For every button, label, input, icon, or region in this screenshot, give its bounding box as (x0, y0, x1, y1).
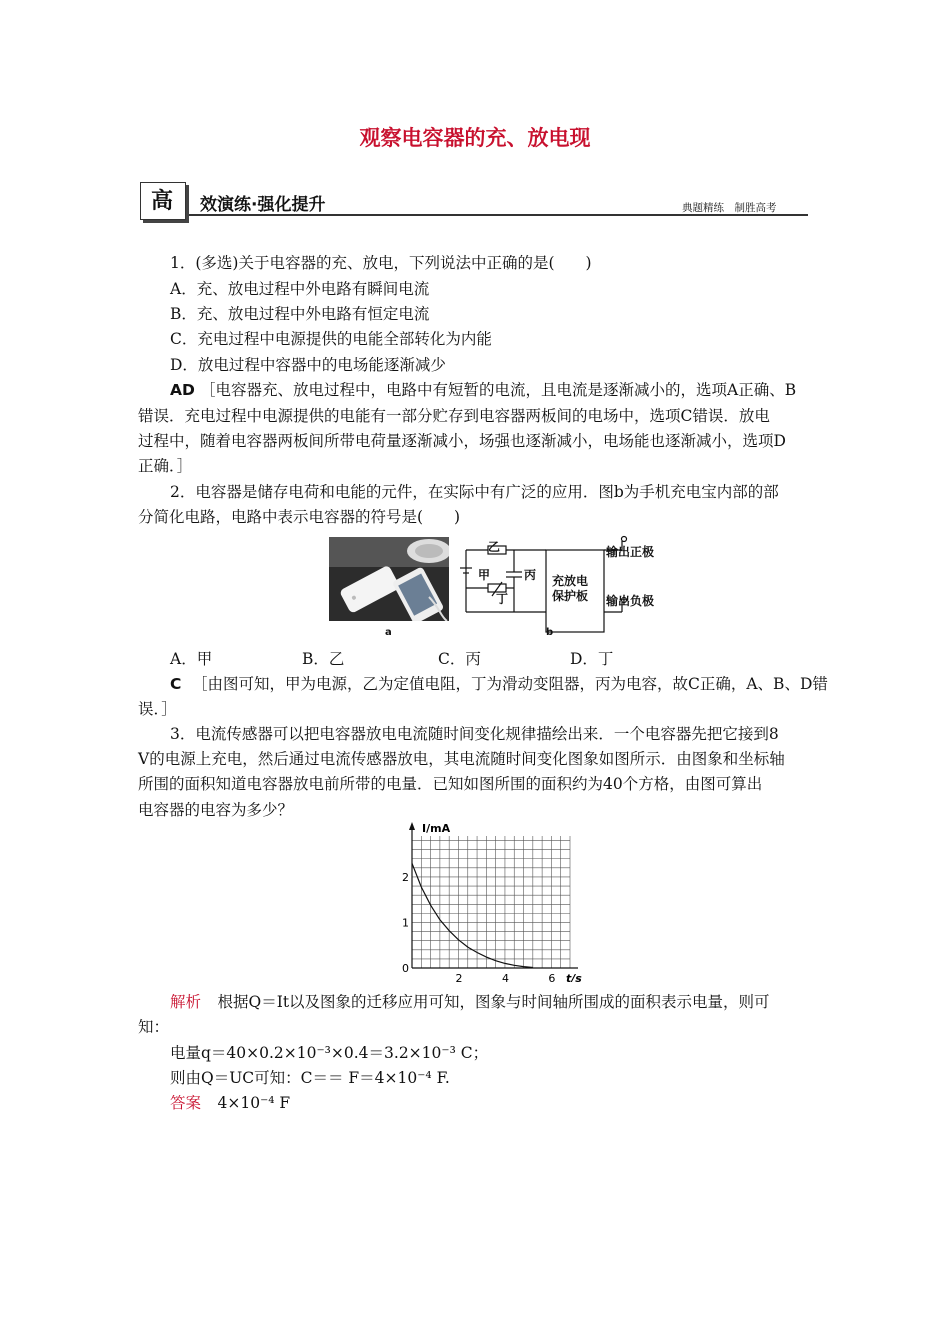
x-axis-label: t/s (566, 972, 582, 982)
q1-stem: 1．(多选)关于电容器的充、放电，下列说法中正确的是( ) (170, 254, 592, 272)
q1-explain-4: 正确．］ (138, 457, 193, 475)
discharge-curve (412, 863, 533, 967)
answer-label: 答案 (170, 1094, 202, 1112)
q1-option-d: D．放电过程中容器中的电场能逐渐减少 (170, 356, 446, 374)
x-tick-label: 2 (455, 972, 463, 982)
y-axis-arrow (409, 822, 415, 830)
y-tick-label: 0 (402, 962, 409, 975)
q1-option-b: B．充、放电过程中外电路有恒定电流 (170, 305, 430, 323)
page-title: 观察电容器的充、放电现 (359, 126, 591, 150)
q1-explain-1: ［电容器充、放电过程中，电路中有短暂的电流，且电流是逐渐减小的，选项A正确、B (200, 381, 797, 399)
q2-stem-1: 2．电容器是储存电荷和电能的元件，在实际中有广泛的应用．图b为手机充电宝内部的部 (170, 483, 779, 501)
board-label-2: 保护板 (552, 589, 589, 603)
q2-option-a: A．甲 (170, 650, 213, 668)
calc-line-2: 则由Q＝UC可知：C＝＝ F＝4×10⁻⁴ F. (170, 1069, 450, 1087)
board-label-1: 充放电 (552, 574, 589, 588)
output-positive-label: 输出正极 (606, 545, 655, 559)
circuit-label-jia: 甲 (478, 568, 491, 582)
q1-answer-key: AD (170, 381, 195, 399)
circuit-label-bing: 丙 (524, 568, 537, 582)
y-axis-label: I/mA (422, 822, 451, 835)
calc-line-1: 电量q＝40×0.2×10⁻³×0.4＝3.2×10⁻³ C； (170, 1044, 489, 1062)
q2-option-c: C．丙 (438, 650, 481, 668)
q3-stem-1: 3．电流传感器可以把电容器放电电流随时间变化规律描绘出来．一个电容器先把它接到8 (170, 725, 779, 743)
figure-b-label: b (546, 627, 554, 638)
q1-option-c: C．充电过程中电源提供的电能全部转化为内能 (170, 330, 492, 348)
y-tick-label: 1 (402, 916, 409, 930)
circuit-label-yi: 乙 (488, 540, 501, 554)
banner-slogan: 典题精练 制胜高考 (682, 202, 777, 214)
q2-answer-key: C (170, 675, 182, 693)
q3-stem-2: V的电源上充电，然后通过电流传感器放电，其电流随时间变化图象如图所示．由图象和坐标轴 (138, 750, 785, 768)
q2-option-b: B．乙 (302, 650, 345, 668)
q2-explain-2: 误．］ (138, 700, 177, 718)
y-tick-label: 2 (402, 870, 409, 884)
x-tick-label: 4 (501, 972, 509, 982)
answer-value: 4×10⁻⁴ F (202, 1094, 291, 1112)
power-bank-photo (329, 537, 449, 621)
banner-text: 效演练·强化提升 (200, 195, 326, 215)
q1-explain-3: 过程中，随着电容器两板间所带电荷量逐渐减小，场强也逐渐减小，电场能也逐渐减小，选项D (138, 432, 786, 450)
chart-ticks (402, 871, 555, 982)
analysis-line-2: 知： (138, 1018, 170, 1036)
q2-option-d: D．丁 (570, 650, 614, 668)
q2-explain-1: ［由图可知，甲为电源，乙为定值电阻，丁为滑动变阻器，丙为电容，故C正确，A、B、D错 (192, 675, 828, 693)
analysis-line-1: 根据Q＝It以及图象的迁移应用可知，图象与时间轴所围成的面积表示电量，则可 (202, 993, 770, 1011)
x-tick-label: 6 (548, 972, 556, 982)
circuit-label-ding: 丁 (496, 592, 509, 606)
q1-option-a: A．充、放电过程中外电路有瞬间电流 (170, 280, 430, 298)
analysis-label: 解析 (170, 993, 202, 1011)
figure-a-label: a (385, 627, 392, 638)
q3-stem-3: 所围的面积知道电容器放电前所带的电量．已知如图所围的面积约为40个方格，由图可算出 (138, 775, 763, 793)
output-negative-label: 输出负极 (606, 594, 655, 608)
chart-grid (412, 836, 570, 968)
banner-char: 高 (150, 189, 173, 214)
q2-stem-2: 分简化电路，电路中表示电容器的符号是( ) (138, 508, 461, 526)
q3-stem-4: 电容器的电容为多少？ (138, 801, 294, 819)
current-time-chart (390, 818, 590, 982)
q1-explain-2: 错误．充电过程中电源提供的电能有一部分贮存到电容器两板间的电场中，选项C错误．放电 (138, 407, 770, 425)
